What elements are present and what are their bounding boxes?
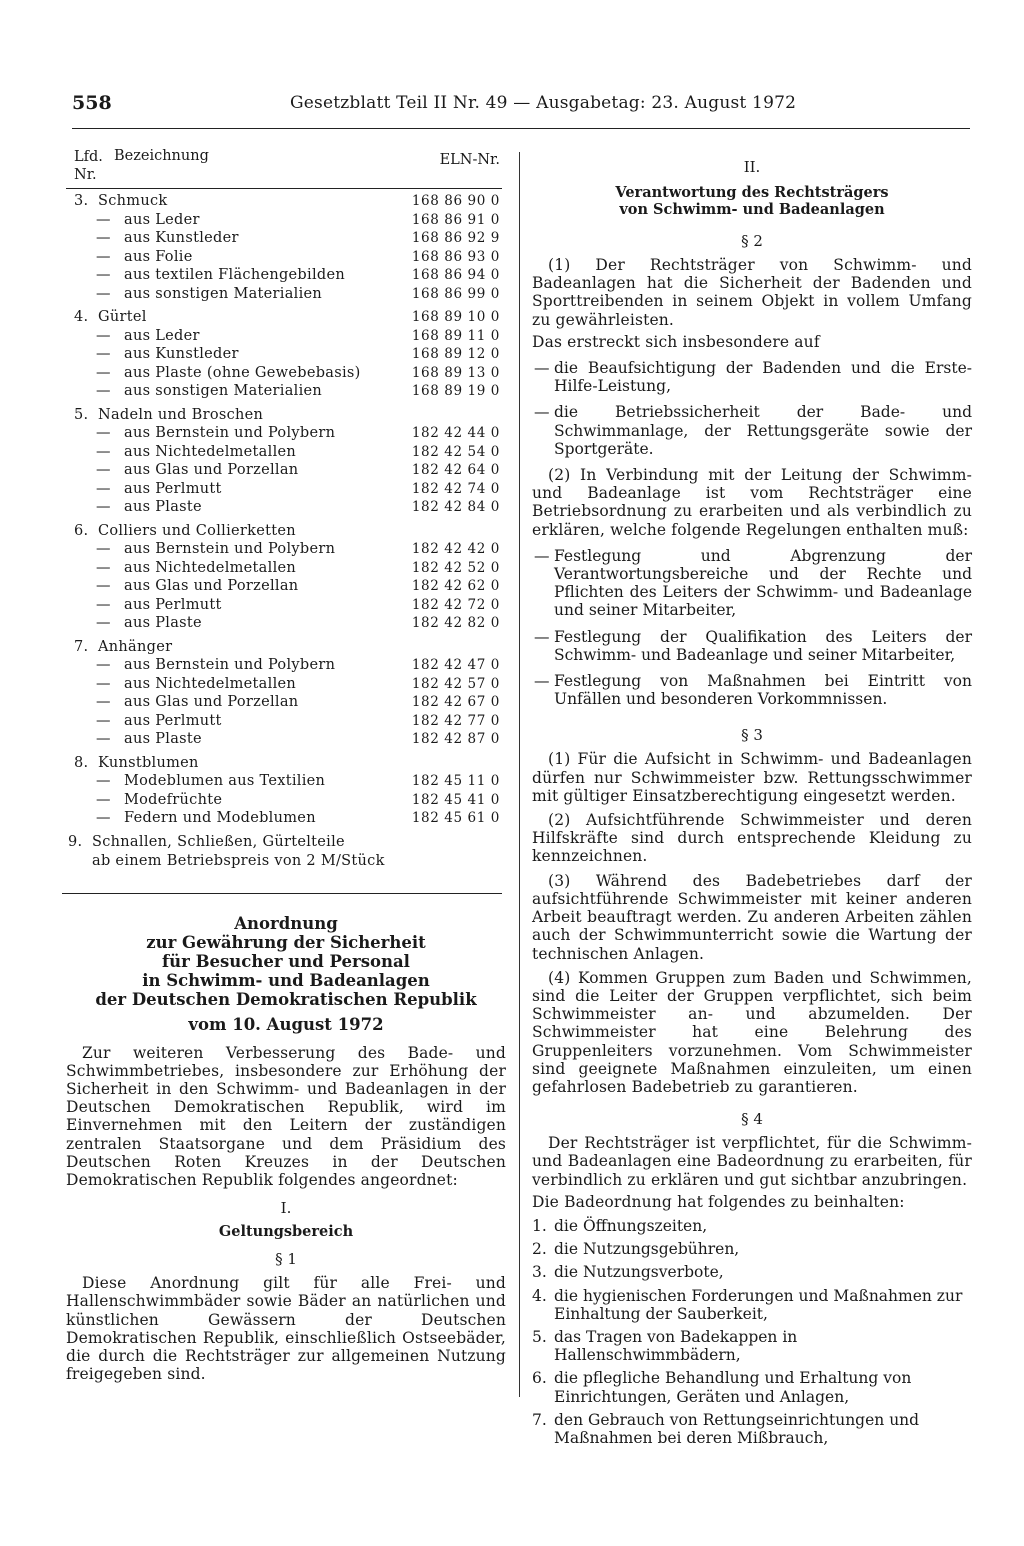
row-eln-code: 182 42 82 0 (411, 615, 500, 631)
row-subitem: aus Perlmutt (124, 480, 222, 497)
row-eln-code: 182 42 42 0 (411, 541, 500, 557)
section-title-line: Verantwortung des Rechtsträgers (615, 184, 889, 201)
section-title-line: von Schwimm- und Badeanlagen (619, 201, 885, 218)
row-category: Anhänger (98, 638, 173, 655)
row-subitem: aus Nichtedelmetallen (124, 559, 297, 576)
row-subitem: aus Nichtedelmetallen (124, 443, 297, 460)
section-number: I. (280, 1199, 292, 1218)
section-title (532, 184, 972, 218)
list-item (532, 1369, 972, 1405)
dash-mark: — (96, 712, 111, 729)
table-header (66, 140, 506, 188)
table-row (66, 852, 506, 871)
paragraph-text: (1) Der Rechtsträger von Schwimm- und Badeanlagen hat die Sicherheit der Badenden und Sporttreibenden in seinem Objekt in vollem Umfang zu gewährleisten. (532, 256, 972, 329)
paragraph-text: (1) Für die Aufsicht in Schwimm- und Badeanlagen dürfen nur Schwimmeister bzw. Rettungsschwimmer mit gültiger Einsatzberechtigung eingesetzt werden. (532, 750, 972, 805)
row-subitem: aus Glas und Porzellan (124, 462, 299, 478)
row-eln-code: 182 42 54 0 (411, 443, 500, 460)
row-category: Schmuck (98, 193, 168, 209)
header-nr: Nr. (74, 167, 97, 183)
preamble: Zur weiteren Verbesserung des Bade- und Schwimmbetriebes, insbesondere zur Erhöhung der Sicherheit in den Schwimm- und Badeanlagen in der Deutschen Demokratischen Republik, wird im Einvernehmen mit den Leitern der zuständigen zentralen Staatsorgane und dem Präsidium des Deutschen Roten Kreuzes in der Deutschen Demokratischen Republik folgendes angeordnet: (66, 1043, 506, 1189)
row-subitem: aus Plaste (124, 731, 202, 747)
list-number: 2. (532, 1240, 547, 1259)
dash-mark: — (96, 480, 111, 497)
row-number: 3. (74, 193, 89, 209)
dash-mark: — (96, 773, 111, 789)
table-row (66, 693, 506, 712)
dash-mark: — (96, 327, 111, 344)
dash-mark: — (96, 657, 111, 673)
dash-mark: — (96, 791, 111, 808)
list-number: 6. (532, 1369, 547, 1388)
table-row (66, 614, 506, 633)
row-eln-code: 182 42 84 0 (411, 499, 500, 515)
list-item-text: die Nutzungsgebühren, (554, 1240, 740, 1259)
page-header (72, 92, 972, 132)
table-row (66, 833, 506, 852)
table-row (66, 730, 506, 749)
numbered-list (532, 1217, 972, 1447)
table-row (66, 248, 506, 267)
right-column (532, 158, 972, 1452)
table-row (66, 540, 506, 559)
table-group (66, 638, 506, 749)
section-separator (62, 893, 502, 894)
paragraph-text: (4) Kommen Gruppen zum Baden und Schwimmen, sind die Leiter der Gruppen verpflichtet, sich beim Schwimmeister an- und abzumelden. Der Schwimmeister hat eine Belehrung des Gruppenleiters vorzunehmen. Vom Schwimmeister sind geeignete Maßnahmen einzuleiten, um einen gefahrlosen Badebetrieb zu garantieren. (532, 968, 972, 1096)
section-title: Geltungsbereich (218, 1223, 354, 1241)
row-eln-code: 182 42 72 0 (411, 596, 500, 613)
list-item (532, 1287, 972, 1323)
list-item-text: die pflegliche Behandlung und Erhaltung von Einrichtungen, Geräten und Anlagen, (554, 1369, 912, 1406)
list-item-text: die Nutzungsverbote, (554, 1263, 724, 1282)
table-group (66, 522, 506, 633)
row-subitem: aus Bernstein und Polybern (124, 425, 336, 441)
row-subitem: aus Leder (124, 211, 200, 228)
header-eln-nr: ELN-Nr. (439, 152, 500, 168)
dash-mark: — (534, 627, 550, 646)
row-category: Nadeln und Broschen (98, 406, 264, 423)
row-eln-code: 182 42 64 0 (411, 462, 500, 478)
list-item-text: Festlegung von Maßnahmen bei Eintritt von Unfällen und besonderen Vorkommnissen. (554, 672, 972, 709)
row-subitem: aus Perlmutt (124, 596, 222, 613)
dash-mark: — (534, 546, 550, 565)
dash-mark: — (96, 578, 111, 594)
paragraph-text: Die Badeordnung hat folgendes zu beinhalten: (532, 1192, 905, 1211)
dash-mark: — (534, 672, 550, 691)
paragraph-label: § 1 (275, 1250, 297, 1269)
row-eln-code: 168 89 10 0 (411, 309, 500, 325)
row-eln-code: 168 89 13 0 (411, 364, 500, 381)
left-column (66, 140, 506, 1383)
row-subitem: Modefrüchte (124, 791, 223, 808)
list-item (532, 1240, 972, 1258)
list-item (532, 403, 972, 458)
row-eln-code: 182 42 62 0 (411, 578, 500, 594)
row-subitem: aus Bernstein und Polybern (124, 657, 336, 673)
dash-mark: — (96, 462, 111, 478)
paragraph-text: Das erstreckt sich insbesondere auf (532, 332, 820, 351)
table-row (66, 498, 506, 517)
row-subitem: Modeblumen aus Textilien (124, 773, 326, 789)
row-number: 8. (74, 754, 89, 771)
dash-mark: — (96, 211, 111, 228)
dash-mark: — (96, 675, 111, 692)
dash-mark: — (96, 731, 111, 747)
dash-mark: — (96, 364, 111, 381)
table-row (66, 809, 506, 828)
dash-mark: — (96, 248, 111, 265)
header-lfd-nr (74, 148, 103, 184)
table-header-rule (66, 188, 502, 189)
list-item (532, 359, 972, 395)
row-subitem: aus Glas und Porzellan (124, 578, 299, 594)
table-row (66, 559, 506, 578)
dash-mark: — (96, 694, 111, 710)
table-row (66, 577, 506, 596)
row-subitem: aus Perlmutt (124, 712, 222, 729)
table-group (66, 192, 506, 303)
table-row (66, 638, 506, 657)
dash-mark: — (96, 615, 111, 631)
list-item (532, 628, 972, 664)
dash-mark: — (96, 443, 111, 460)
row-number: 4. (74, 309, 89, 325)
table-row (66, 345, 506, 364)
table-row (66, 229, 506, 248)
row-category: Colliers und Collierketten (98, 522, 296, 539)
dash-mark: — (96, 559, 111, 576)
paragraph-label: § 3 (741, 726, 763, 745)
table-row (66, 382, 506, 401)
table-row (66, 522, 506, 541)
dash-mark: — (96, 267, 111, 283)
row-subitem: aus sonstigen Materialien (124, 285, 323, 302)
table-row (66, 308, 506, 327)
paragraph-text: (2) In Verbindung mit der Leitung der Schwimm- und Badeanlage ist vom Rechtsträger eine Betriebsordnung zu erarbeiten und als verbindlich zu erklären, welche folgende Regelungen enthalten muß: (532, 466, 972, 539)
row-eln-code: 182 42 57 0 (411, 675, 500, 692)
row-subitem: aus Kunstleder (124, 230, 239, 246)
list-item-text: die Beaufsichtigung der Badenden und die Erste-Hilfe-Leistung, (554, 359, 972, 396)
row-eln-code: 182 42 44 0 (411, 425, 500, 441)
list-item-text: das Tragen von Badekappen in Hallenschwimmbädern, (554, 1327, 798, 1365)
table-row (66, 364, 506, 383)
ordinance-date: vom 10. August 1972 (188, 1014, 384, 1034)
list-item (532, 1411, 972, 1447)
row-eln-code: 168 86 99 0 (411, 285, 500, 302)
dash-mark: — (96, 425, 111, 441)
page-number: 558 (72, 92, 112, 114)
dash-list (532, 547, 972, 709)
row-eln-code: 168 86 91 0 (411, 211, 500, 228)
row-eln-code: 182 42 87 0 (411, 731, 500, 747)
row-category: Gürtel (98, 309, 147, 325)
paragraph-label: § 2 (741, 232, 763, 250)
table-row (66, 192, 506, 211)
table-row (66, 712, 506, 731)
row-number: 9. (68, 833, 83, 850)
paragraph-text: Diese Anordnung gilt für alle Frei- und Hallenschwimmbäder sowie Bäder an natürlichen und künstlichen Gewässern der Deutschen Demokratischen Republik, einschließlich Ostseebäder, die durch die Rechtsträger zur allgemeinen Nutzung freigegeben sind. (66, 1274, 506, 1384)
section-number: II. (743, 158, 761, 176)
table-row (66, 266, 506, 285)
row-eln-code: 182 45 41 0 (411, 791, 500, 808)
table-group (66, 406, 506, 517)
row-number: 5. (74, 406, 89, 423)
header-lfd: Lfd. (74, 149, 103, 165)
table-row (66, 461, 506, 480)
list-number: 7. (532, 1410, 547, 1429)
table-row (66, 791, 506, 810)
row-eln-code: 182 42 77 0 (411, 712, 500, 729)
paragraph-text: Der Rechtsträger ist verpflichtet, für die Schwimm- und Badeanlagen eine Badeordnung zu erarbeiten, für verbindlich zu erklären und gut sichtbar anzubringen. (532, 1134, 972, 1189)
dash-mark: — (96, 596, 111, 613)
row-eln-code: 168 89 11 0 (411, 327, 500, 344)
dash-mark: — (96, 285, 111, 302)
row-eln-code: 168 86 93 0 (411, 248, 500, 265)
paragraph-text: (3) Während des Badebetriebes darf der aufsichtführende Schwimmeister mit keiner anderen Arbeit beauftragt werden. Zu anderen Arbeiten zählen auch der Schwimmunterricht sowie die Wartung der technischen Anlagen. (532, 871, 972, 963)
dash-mark: — (534, 359, 550, 378)
row-subitem: aus Kunstleder (124, 346, 239, 362)
table-row (66, 772, 506, 791)
row-eln-code: 168 86 90 0 (411, 193, 500, 209)
row-eln-code: 182 42 52 0 (411, 559, 500, 576)
table-row (66, 596, 506, 615)
row-subitem: aus Plaste (124, 499, 202, 515)
list-item (532, 1328, 972, 1364)
row-eln-code: 182 42 74 0 (411, 480, 500, 497)
row-category: Schnallen, Schließen, Gürtelteile (92, 833, 345, 850)
list-item-text: die Betriebssicherheit der Bade- und Schwimmanlage, der Rettungsgeräte sowie der Sportgeräte. (554, 403, 972, 458)
row-eln-code: 182 45 61 0 (411, 810, 500, 826)
list-number: 1. (532, 1216, 547, 1235)
list-item-text: die hygienischen Forderungen und Maßnahmen zur Einhaltung der Sauberkeit, (554, 1286, 963, 1323)
table-row (66, 675, 506, 694)
list-item (532, 1263, 972, 1281)
row-subitem: aus Bernstein und Polybern (124, 541, 336, 557)
gazette-header-title: Gesetzblatt Teil II Nr. 49 — Ausgabetag: 23. August 1972 (290, 93, 797, 113)
table-row (66, 285, 506, 304)
row-eln-code: 168 86 94 0 (411, 267, 500, 283)
list-number: 4. (532, 1286, 547, 1305)
table-row (66, 443, 506, 462)
column-divider (519, 152, 520, 1397)
header-bezeichnung: Bezeichnung (114, 148, 209, 164)
list-number: 5. (532, 1327, 547, 1346)
row-subitem: aus Leder (124, 327, 200, 344)
row-subitem: aus Plaste (ohne Gewebebasis) (124, 364, 361, 381)
row-eln-code: 182 45 11 0 (411, 773, 500, 789)
title-line: Anordnung (234, 913, 338, 933)
table-row (66, 406, 506, 425)
row-subitem: Federn und Modeblumen (124, 810, 316, 826)
dash-mark: — (96, 499, 111, 515)
header-rule (72, 128, 970, 129)
row-subitem: aus textilen Flächengebilden (124, 267, 345, 283)
row-eln-code: 182 42 67 0 (411, 694, 500, 710)
paragraph-label: § 4 (741, 1110, 763, 1129)
list-item-text: Festlegung der Qualifikation des Leiters der Schwimm- und Badeanlage und seiner Mitarbeiter, (554, 627, 972, 664)
dash-mark: — (534, 403, 550, 422)
dash-mark: — (96, 346, 111, 362)
dash-mark: — (96, 230, 111, 246)
row-eln-code: 168 89 12 0 (411, 346, 500, 362)
paragraph-text: (2) Aufsichtführende Schwimmeister und deren Hilfskräfte sind durch entsprechende Kleidung zu kennzeichnen. (532, 811, 972, 866)
dash-mark: — (96, 383, 111, 399)
list-number: 3. (532, 1263, 547, 1282)
table-row (66, 656, 506, 675)
dash-mark: — (96, 541, 111, 557)
row-subitem: aus Folie (124, 248, 193, 265)
row-number: 7. (74, 638, 89, 655)
table-row (66, 211, 506, 230)
table-row (66, 424, 506, 443)
dash-list (532, 359, 972, 458)
row-subitem: aus Glas und Porzellan (124, 694, 299, 710)
title-line: in Schwimm- und Badeanlagen (142, 970, 430, 990)
table-group-9 (66, 833, 506, 871)
row-subitem: aus Plaste (124, 615, 202, 631)
table-row (66, 327, 506, 346)
list-item (532, 672, 972, 708)
row-subitem: aus Nichtedelmetallen (124, 675, 297, 692)
list-item-text: Festlegung und Abgrenzung der Verantwortungsbereiche und der Rechte und Pflichten des Leiters der Schwimm- und Badeanlage und seiner Mitarbeiter, (554, 546, 972, 620)
row-eln-code: 168 86 92 9 (411, 230, 500, 246)
table-row (66, 480, 506, 499)
table-group (66, 754, 506, 828)
list-item-text: die Öffnungszeiten, (554, 1216, 708, 1235)
row-eln-code: 182 42 47 0 (411, 657, 500, 673)
table-body (66, 192, 506, 828)
ordinance-title (76, 914, 496, 1009)
title-line: für Besucher und Personal (162, 951, 410, 971)
row-category: Kunstblumen (98, 754, 199, 771)
list-item-text: den Gebrauch von Rettungseinrichtungen und Maßnahmen bei deren Mißbrauch, (554, 1410, 920, 1447)
table-row (66, 754, 506, 773)
title-line: der Deutschen Demokratischen Republik (95, 989, 477, 1009)
row-number: 6. (74, 522, 89, 539)
row-category-cont: ab einem Betriebspreis von 2 M/Stück (92, 852, 385, 869)
title-line: zur Gewährung der Sicherheit (146, 932, 426, 952)
table-group (66, 308, 506, 401)
row-eln-code: 168 89 19 0 (411, 383, 500, 399)
list-item (532, 1217, 972, 1235)
dash-mark: — (96, 810, 111, 826)
list-item (532, 547, 972, 620)
row-subitem: aus sonstigen Materialien (124, 383, 323, 399)
